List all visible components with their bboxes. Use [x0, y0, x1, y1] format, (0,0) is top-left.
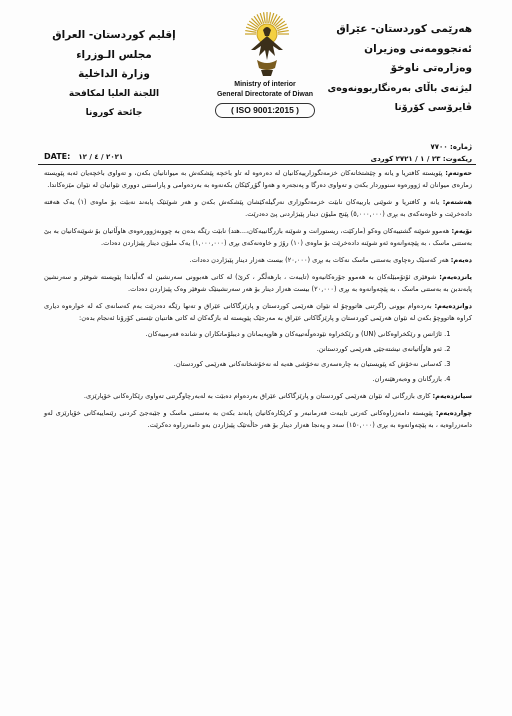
kurdistan-emblem-icon: [239, 10, 295, 82]
ministry-name: Ministry of interior: [234, 81, 296, 88]
header-kurdish-line: لیژنەی باڵای بەرەنگاربوونەوەی: [327, 82, 472, 94]
clause-text: شوفێری ئۆتۆمبێلەکان بە هەموو جۆرەکانیەوە (تایبەت ، بارهەڵگر ، کرێ) لە کاتی هەبوونی سەرنشین لە گەڵیاندا پێویستە شوفێر و سەرنشین پابەندبن بە بەستنی ماسک ، بە پێچەوانەوە بە بڕی (٢٠,٠٠٠) بیست هەزار دینار بۆ هەر سەرنشینێک شوفێر وەک پێبژاردن دەدات.: [44, 273, 472, 293]
header-arabic-line: مجلس الـوزراء: [76, 48, 152, 61]
list-item: 4. بازرگانان و وەبەرهێنەران.: [44, 374, 442, 385]
date-value: ٢٠٢١ / ٤ / ١٢: [78, 153, 124, 161]
header-kurdish-line: هەرێمی کوردستان- عێراق: [336, 23, 472, 35]
clause-11: [44, 271, 472, 295]
document-body: [44, 167, 472, 436]
date-block: [44, 152, 184, 161]
clause-label: سیانزدەیەم:: [432, 392, 472, 400]
header-arabic-line: وزارة الداخلية: [78, 68, 150, 80]
clause-label: نۆیەم:: [451, 227, 472, 235]
header-kurdish-line: وەزارەتی ناوخۆ: [390, 62, 472, 74]
clause-text: پێویستە کافتریا و یانە و چێشتخانەکان خزمەتگوزارییەکانیان لە دەرەوە لە تاو باخچە پێشکەش بە میوانانیان بکەن، و تەواوی باخچەیان ئەبە پێویستە زمارەی میوانان لە ژوورەوە سنووردار بکەن و تەواوی دەرگا و پەنجەرە و هەوا گۆڕکێکان بکەنەوە بە بەردەوامی و پاراستنی دووری نێوانیان لە نێوان مێزەکاندا.: [44, 169, 472, 189]
ministry-block: [210, 80, 320, 118]
clause-label: دوانزدەیەم:: [434, 302, 472, 310]
clause-7: [44, 167, 472, 191]
list-item: 3. کەسانی نەخۆش کە پێویستیان بە چارەسەری نەخۆشی هەیە لە نەخۆشخانەکانی هەرێمی کوردستان.: [44, 359, 442, 370]
header-arabic-line: جائحة كورونا: [85, 108, 143, 118]
clause-text: کاری بازرگانی لە نێوان هەرێمی کوردستان و پارێزگاکانی عێراق بەردەوام دەبێت بە لەبەرچاوگرتنی تەواوی رێکارەکانی خۆپارێزی.: [83, 392, 433, 400]
clause-text: هەموو شوێنە گشتییەکان وەکو (مارکێت، ریستورانت و شوێنە بازرگانییەکان،...هتد) نابێت رێگە بدەن بە چوونەژوورەوەی هاوڵاتیان بۆ شوێنەکانیان بە بێ بەستنی ماسک ، بە پێچەوانەوە ئەو شوێنە دادەخرێت بۆ ماوەی (١٠) رۆژ و خاوەنەکەی بڕی (١,٠٠٠,٠٠٠) یەک ملیۆن دینار پێبژاردن دەدات.: [44, 227, 472, 247]
clause-text: پێویستە دامەزراوەکانی کەرتی تایبەت فەرمانبەر و کرێکارەکانیان پابەند بکەن بە بەستنی ماسک و جێبەجێ کردنی رێنماییەکانی خۆپارێزی لەو دامەزراوەیە ، بە پێچەوانەوە بە بڕی (١٥٠,٠٠٠) سەد و پەنجا هەزار دینار بۆ هەر حاڵەتێک پێبژاردن بەو دامەزراوە دەکرێت.: [44, 409, 472, 429]
reference-block: [282, 141, 472, 165]
header-arabic-line: إقليم كوردستان- العراق: [52, 29, 176, 41]
clause-label: دەیەم:: [450, 256, 472, 264]
reference-date: ریکەوت: ٢٣ / ١ / ٢٧٢١ کوردی: [370, 155, 472, 163]
clause-13: [44, 390, 472, 402]
clause-text: یانە و کافتریا و شوێنی یارییەکان نابێت خزمەتگوزاری نەرگیلەکێشان پێشکەش بکەن و هەر شوێنێک پابەند نەبێت بۆ ماوەی (١) یەک هەفتە دادەخرێت و خاوەنەکەی بە بڕی (٥,٠٠٠,٠٠٠) پێنج ملیۆن دینار پێبژاردنی پێ دەدرێت.: [44, 198, 472, 218]
clause-12: [44, 300, 472, 324]
clause-label: چواردەیەم:: [435, 409, 472, 417]
clause-label: حەوتەم:: [445, 169, 472, 177]
directorate-name: General Directorate of Diwan: [216, 91, 314, 98]
header-arabic: [34, 26, 194, 124]
clause-8: [44, 196, 472, 220]
clause-9: [44, 225, 472, 249]
clause-text: بەردەوام بوونی راگرتنی هاتووچۆ لە نێوان هەرێمی کوردستان و پارێزگاکانی عێراق و تەنها رێگە دەدرێت بەم کەسانەی کە لە خوارەوە دیاری کراوە هاتووچۆ بکەن لە نێوان هەرێمی کوردستان و پارێزگاکانی عێراق بە مەرجێک پێویستە لە بازگەکان لە کاتی هاتنیان تێستی کۆرۆنا ئەنجام بدەن:: [44, 302, 472, 322]
reference-number: ژمارە: ٧٧٠٠: [430, 143, 472, 151]
header-arabic-line: اللجنة العليا لمكافحة: [68, 88, 160, 99]
clause-label: یانزدەیەم:: [439, 273, 472, 281]
header-divider: [38, 164, 476, 165]
clause-14: [44, 407, 472, 431]
header-kurdish-line: ڤایرۆسی کۆرۆنا: [394, 102, 472, 113]
date-label: DATE:: [44, 152, 71, 161]
clause-10: [44, 254, 472, 266]
clause-label: هەشتەم:: [442, 198, 472, 206]
iso-badge: ( ISO 9001:2015 ): [215, 103, 315, 118]
list-item: 2. ئەو هاوڵاتیانەی نیشتەجێی هەرێمی کوردستانن.: [44, 344, 442, 355]
list-item: 1. ئاژانس و رێکخراوەکانی (UN) و رێکخراوە نێودەوڵەتییەکان و هاوپەیمانان و دیبلۆماتکاران و شاندە فەرمییەکان.: [44, 329, 442, 340]
exemption-list: [44, 329, 472, 385]
clause-text: هەر کەسێک رەچاوی بەستنی ماسک نەکات بە بڕی (٢٠,٠٠٠) بیست هەزار دینار پێبژاردن دەدات.: [189, 256, 451, 264]
header-kurdish-line: ئەنجوومەنی وەزیران: [364, 42, 472, 55]
